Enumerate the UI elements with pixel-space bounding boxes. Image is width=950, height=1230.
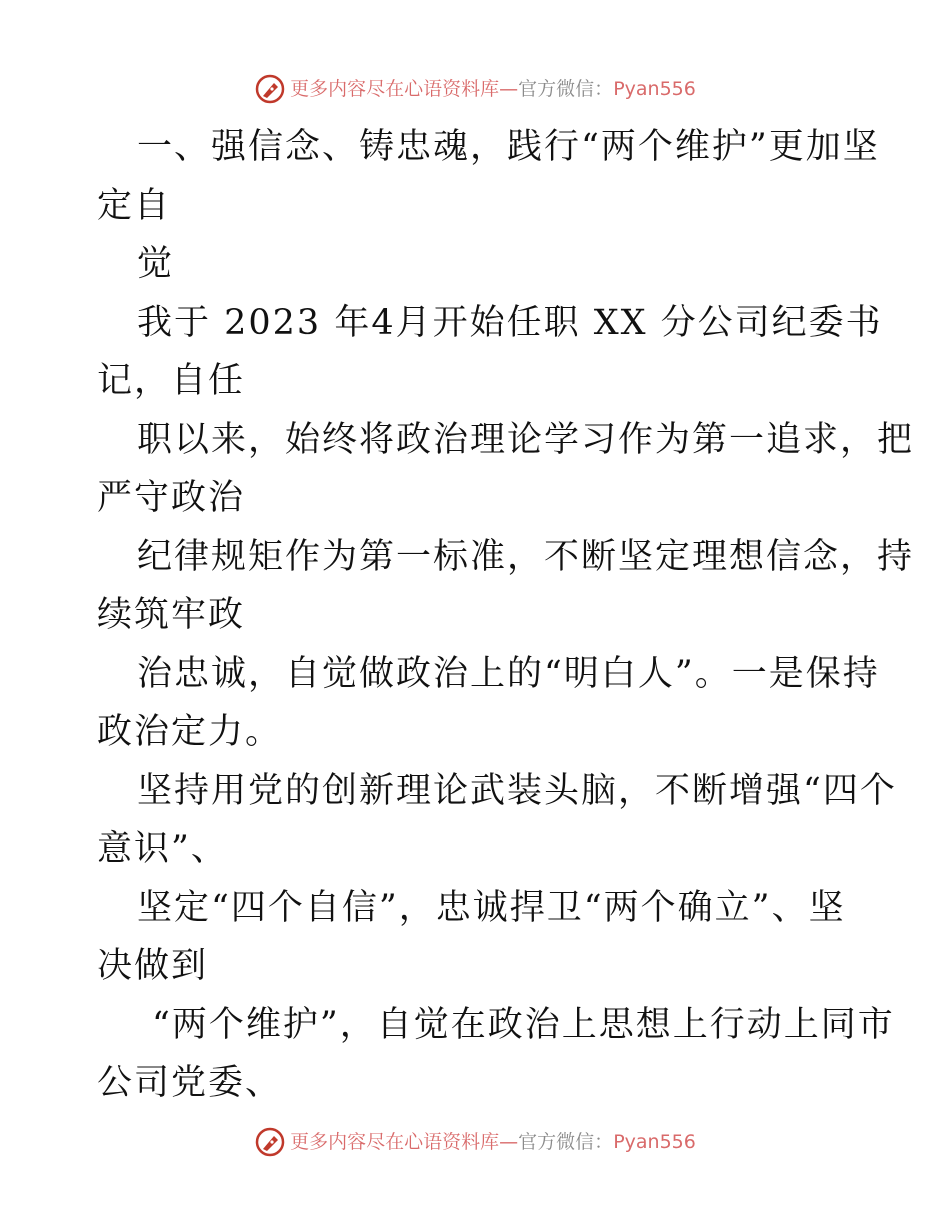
watermark-wechat-label: 官方微信： bbox=[518, 78, 614, 100]
text-line: 坚持用党的创新理论武装头脑，不断增强“四个 bbox=[137, 770, 897, 811]
watermark-wechat-id: Pyan556 bbox=[613, 78, 696, 100]
text-line: 一、强信念、铸忠魂，践行“两个维护”更加坚 bbox=[137, 127, 880, 167]
text-line: 政治定力。 bbox=[97, 712, 283, 752]
text-line: 续筑牢政 bbox=[97, 595, 246, 635]
document-body bbox=[97, 118, 915, 1113]
watermark-separator: — bbox=[499, 78, 519, 100]
pen-nib-circle-icon bbox=[254, 1126, 286, 1158]
text-line: 决做到 bbox=[97, 946, 209, 986]
text-line: 治忠诚，自觉做政治上的“明白人”。一是保持 bbox=[137, 653, 880, 694]
watermark-banner-bottom bbox=[0, 1126, 950, 1158]
watermark-separator: — bbox=[499, 1131, 519, 1153]
text-line: 定自 bbox=[97, 185, 172, 226]
text-line: 纪律规矩作为第一标准，不断坚定理想信念，持 bbox=[137, 536, 915, 577]
text-line: 记，自任 bbox=[97, 361, 246, 401]
text-line: 觉 bbox=[137, 244, 175, 284]
text-line: 职以来，始终将政治理论学习作为第一追求，把 bbox=[137, 419, 915, 460]
text-line: 意识”、 bbox=[97, 829, 228, 869]
watermark-text: 更多内容尽在心语资料库 bbox=[290, 78, 500, 100]
watermark-wechat-label: 官方微信： bbox=[518, 1131, 614, 1153]
watermark-text: 更多内容尽在心语资料库 bbox=[290, 1131, 500, 1153]
text-line: 我于 2023 年4月开始任职 XX 分公司纪委书 bbox=[137, 302, 883, 343]
pen-nib-circle-icon bbox=[254, 73, 286, 105]
text-line: 公司党委、 bbox=[97, 1063, 283, 1103]
watermark-wechat-id: Pyan556 bbox=[613, 1131, 696, 1153]
watermark-banner-top bbox=[0, 73, 950, 105]
text-line: 坚定“四个自信”，忠诚捍卫“两个确立”、坚 bbox=[137, 887, 846, 928]
text-line: “两个维护”，自觉在政治上思想上行动上同市 bbox=[152, 1004, 895, 1045]
text-line: 严守政治 bbox=[97, 478, 246, 518]
